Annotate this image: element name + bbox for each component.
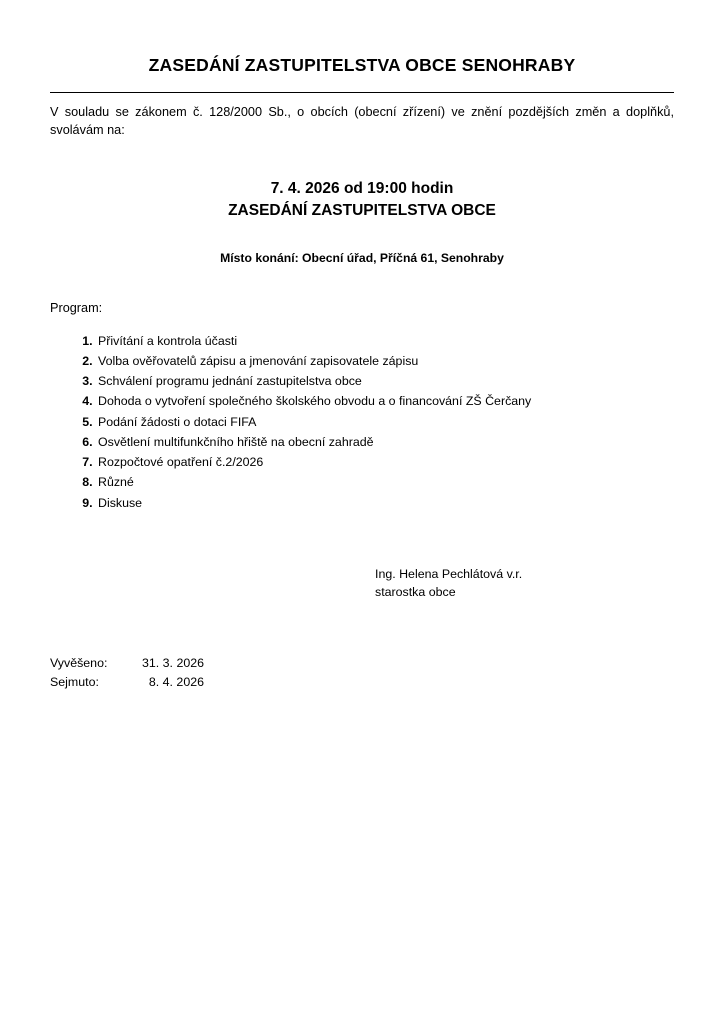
meeting-name: ZASEDÁNÍ ZASTUPITELSTVA OBCE	[228, 202, 496, 220]
page-title: ZASEDÁNÍ ZASTUPITELSTVA OBCE SENOHRABY	[148, 55, 576, 75]
list-item: 8. Různé	[96, 472, 674, 492]
signature-block	[375, 565, 674, 602]
signature-role: starostka obce	[375, 585, 456, 600]
posted-row	[50, 654, 674, 673]
meeting-block	[50, 178, 674, 223]
list-item: 1. Přivítání a kontrola účasti	[96, 331, 674, 351]
list-item: 9. Diskuse	[96, 493, 674, 513]
posting-dates	[50, 654, 674, 691]
removed-label: Sejmuto:	[50, 674, 99, 689]
list-item: 5. Podání žádosti o dotaci FIFA	[96, 412, 674, 432]
list-item: 7. Rozpočtové opatření č.2/2026	[96, 452, 674, 472]
posted-label: Vyvěšeno:	[50, 655, 108, 670]
list-item: 3. Schválení programu jednání zastupitelstva obce	[96, 371, 674, 391]
posted-value: 31. 3. 2026	[142, 655, 205, 670]
agenda-list	[50, 331, 674, 513]
program-label: Program:	[50, 300, 103, 315]
removed-row	[50, 673, 674, 692]
removed-value: 8. 4. 2026	[148, 674, 204, 689]
list-item: 4. Dohoda o vytvoření společného školského obvodu a o financování ZŠ Čerčany	[96, 391, 674, 411]
list-item: 6. Osvětlení multifunkčního hřiště na obecní zahradě	[96, 432, 674, 452]
title-divider	[50, 92, 674, 93]
meeting-datetime: 7. 4. 2026 od 19:00 hodin	[270, 179, 454, 197]
signature-name: Ing. Helena Pechlátová v.r.	[375, 566, 523, 581]
list-item: 2. Volba ověřovatelů zápisu a jmenování zapisovatele zápisu	[96, 351, 674, 371]
meeting-venue: Místo konání: Obecní úřad, Příčná 61, Senohraby	[220, 250, 504, 265]
intro-paragraph: V souladu se zákonem č. 128/2000 Sb., o obcích (obecní zřízení) ve znění pozdějších změn a doplňků, svolávám na:	[50, 105, 674, 138]
